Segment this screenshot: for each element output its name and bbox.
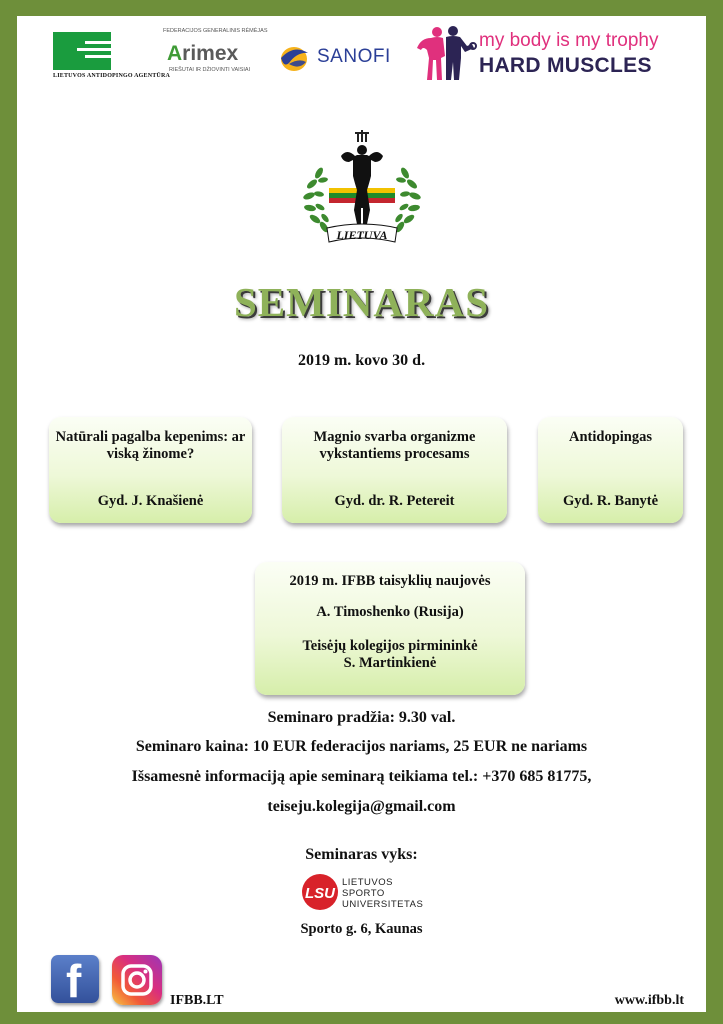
rules-card xyxy=(255,562,525,695)
poster xyxy=(17,16,706,1012)
page-title: SEMINARAS xyxy=(233,279,490,325)
arimex-tagline-top: FEDERACIJOS GENERALINIS RĖMĖJAS xyxy=(163,28,268,34)
footer-website-link[interactable]: www.ifbb.lt xyxy=(614,993,684,1008)
lsu-mark-icon xyxy=(300,872,340,912)
rules-presenter xyxy=(261,638,519,672)
instagram-icon[interactable] xyxy=(112,955,162,1005)
topic-title: Magnio svarba organizme vykstantiems procesams xyxy=(313,429,476,462)
sanofi-name: SANOFI xyxy=(317,46,391,67)
topic-title: Natūrali pagalba kepenims: ar viską žinome? xyxy=(55,429,246,462)
arimex-tagline-bottom: RIEŠUTAI IR DŽIOVINTI VAISIAI xyxy=(169,67,251,73)
lsu-logo xyxy=(300,872,430,916)
rules-presenter-role: Teisėjų kolegijos pirmininkė xyxy=(302,638,478,654)
seminar-price: Seminaro kaina: 10 EUR federacijos nariams, 25 EUR ne nariams xyxy=(135,738,588,755)
laurel-right-icon xyxy=(394,166,422,233)
arimex-logo xyxy=(163,28,268,88)
seminar-email[interactable]: teiseju.kolegija@gmail.com xyxy=(267,798,456,815)
topic-card xyxy=(538,417,683,523)
emblem-label: LIETUVA xyxy=(336,228,388,242)
bodybuilder-icon xyxy=(341,145,383,224)
antidoping-agency-name: LIETUVOS ANTIDOPINGO AGENTŪRA xyxy=(53,73,171,79)
federation-emblem xyxy=(297,128,427,253)
lsu-name: LIETUVOS SPORTO UNIVERSITETAS xyxy=(342,877,424,910)
rules-lecturer: A. Timoshenko (Rusija) xyxy=(316,604,464,620)
athletes-silhouette-icon xyxy=(415,24,477,84)
hard-muscles-slogan: my body is my trophy xyxy=(479,30,659,51)
svg-text:LSU: LSU xyxy=(305,885,335,902)
sponsor-logos xyxy=(17,16,706,96)
sanofi-bird-icon xyxy=(275,38,313,76)
arimex-name: Arimex xyxy=(167,42,239,65)
facebook-icon[interactable]: f xyxy=(51,955,99,1003)
topic-card xyxy=(49,417,252,523)
laurel-left-icon xyxy=(302,166,330,233)
topic-lecturer: Gyd. J. Knašienė xyxy=(97,493,204,509)
footer-site-label[interactable]: IFBB.LT xyxy=(170,993,224,1008)
venue-label: Seminaras vyks: xyxy=(305,846,418,863)
rules-topic: 2019 m. IFBB taisyklių naujovės xyxy=(289,573,491,589)
rules-presenter-name: S. Martinkienė xyxy=(343,655,437,671)
topic-card xyxy=(282,417,507,523)
seminar-date: 2019 m. kovo 30 d. xyxy=(297,352,426,369)
antidoping-mark-icon xyxy=(53,32,111,70)
topic-lecturer: Gyd. dr. R. Petereit xyxy=(334,493,455,509)
seminar-start: Seminaro pradžia: 9.30 val. xyxy=(267,709,456,726)
antidoping-agency-logo xyxy=(53,32,171,88)
topic-title: Antidopingas xyxy=(568,429,652,445)
topic-lecturer: Gyd. R. Banytė xyxy=(562,493,659,509)
hard-muscles-name: HARD MUSCLES xyxy=(479,54,652,77)
hard-muscles-logo xyxy=(415,24,675,86)
sanofi-logo xyxy=(275,38,395,78)
seminar-contact: Išsamesnė informaciją apie seminarą teikiama tel.: +370 685 81775, xyxy=(131,768,592,785)
venue-address: Sporto g. 6, Kaunas xyxy=(300,921,423,937)
